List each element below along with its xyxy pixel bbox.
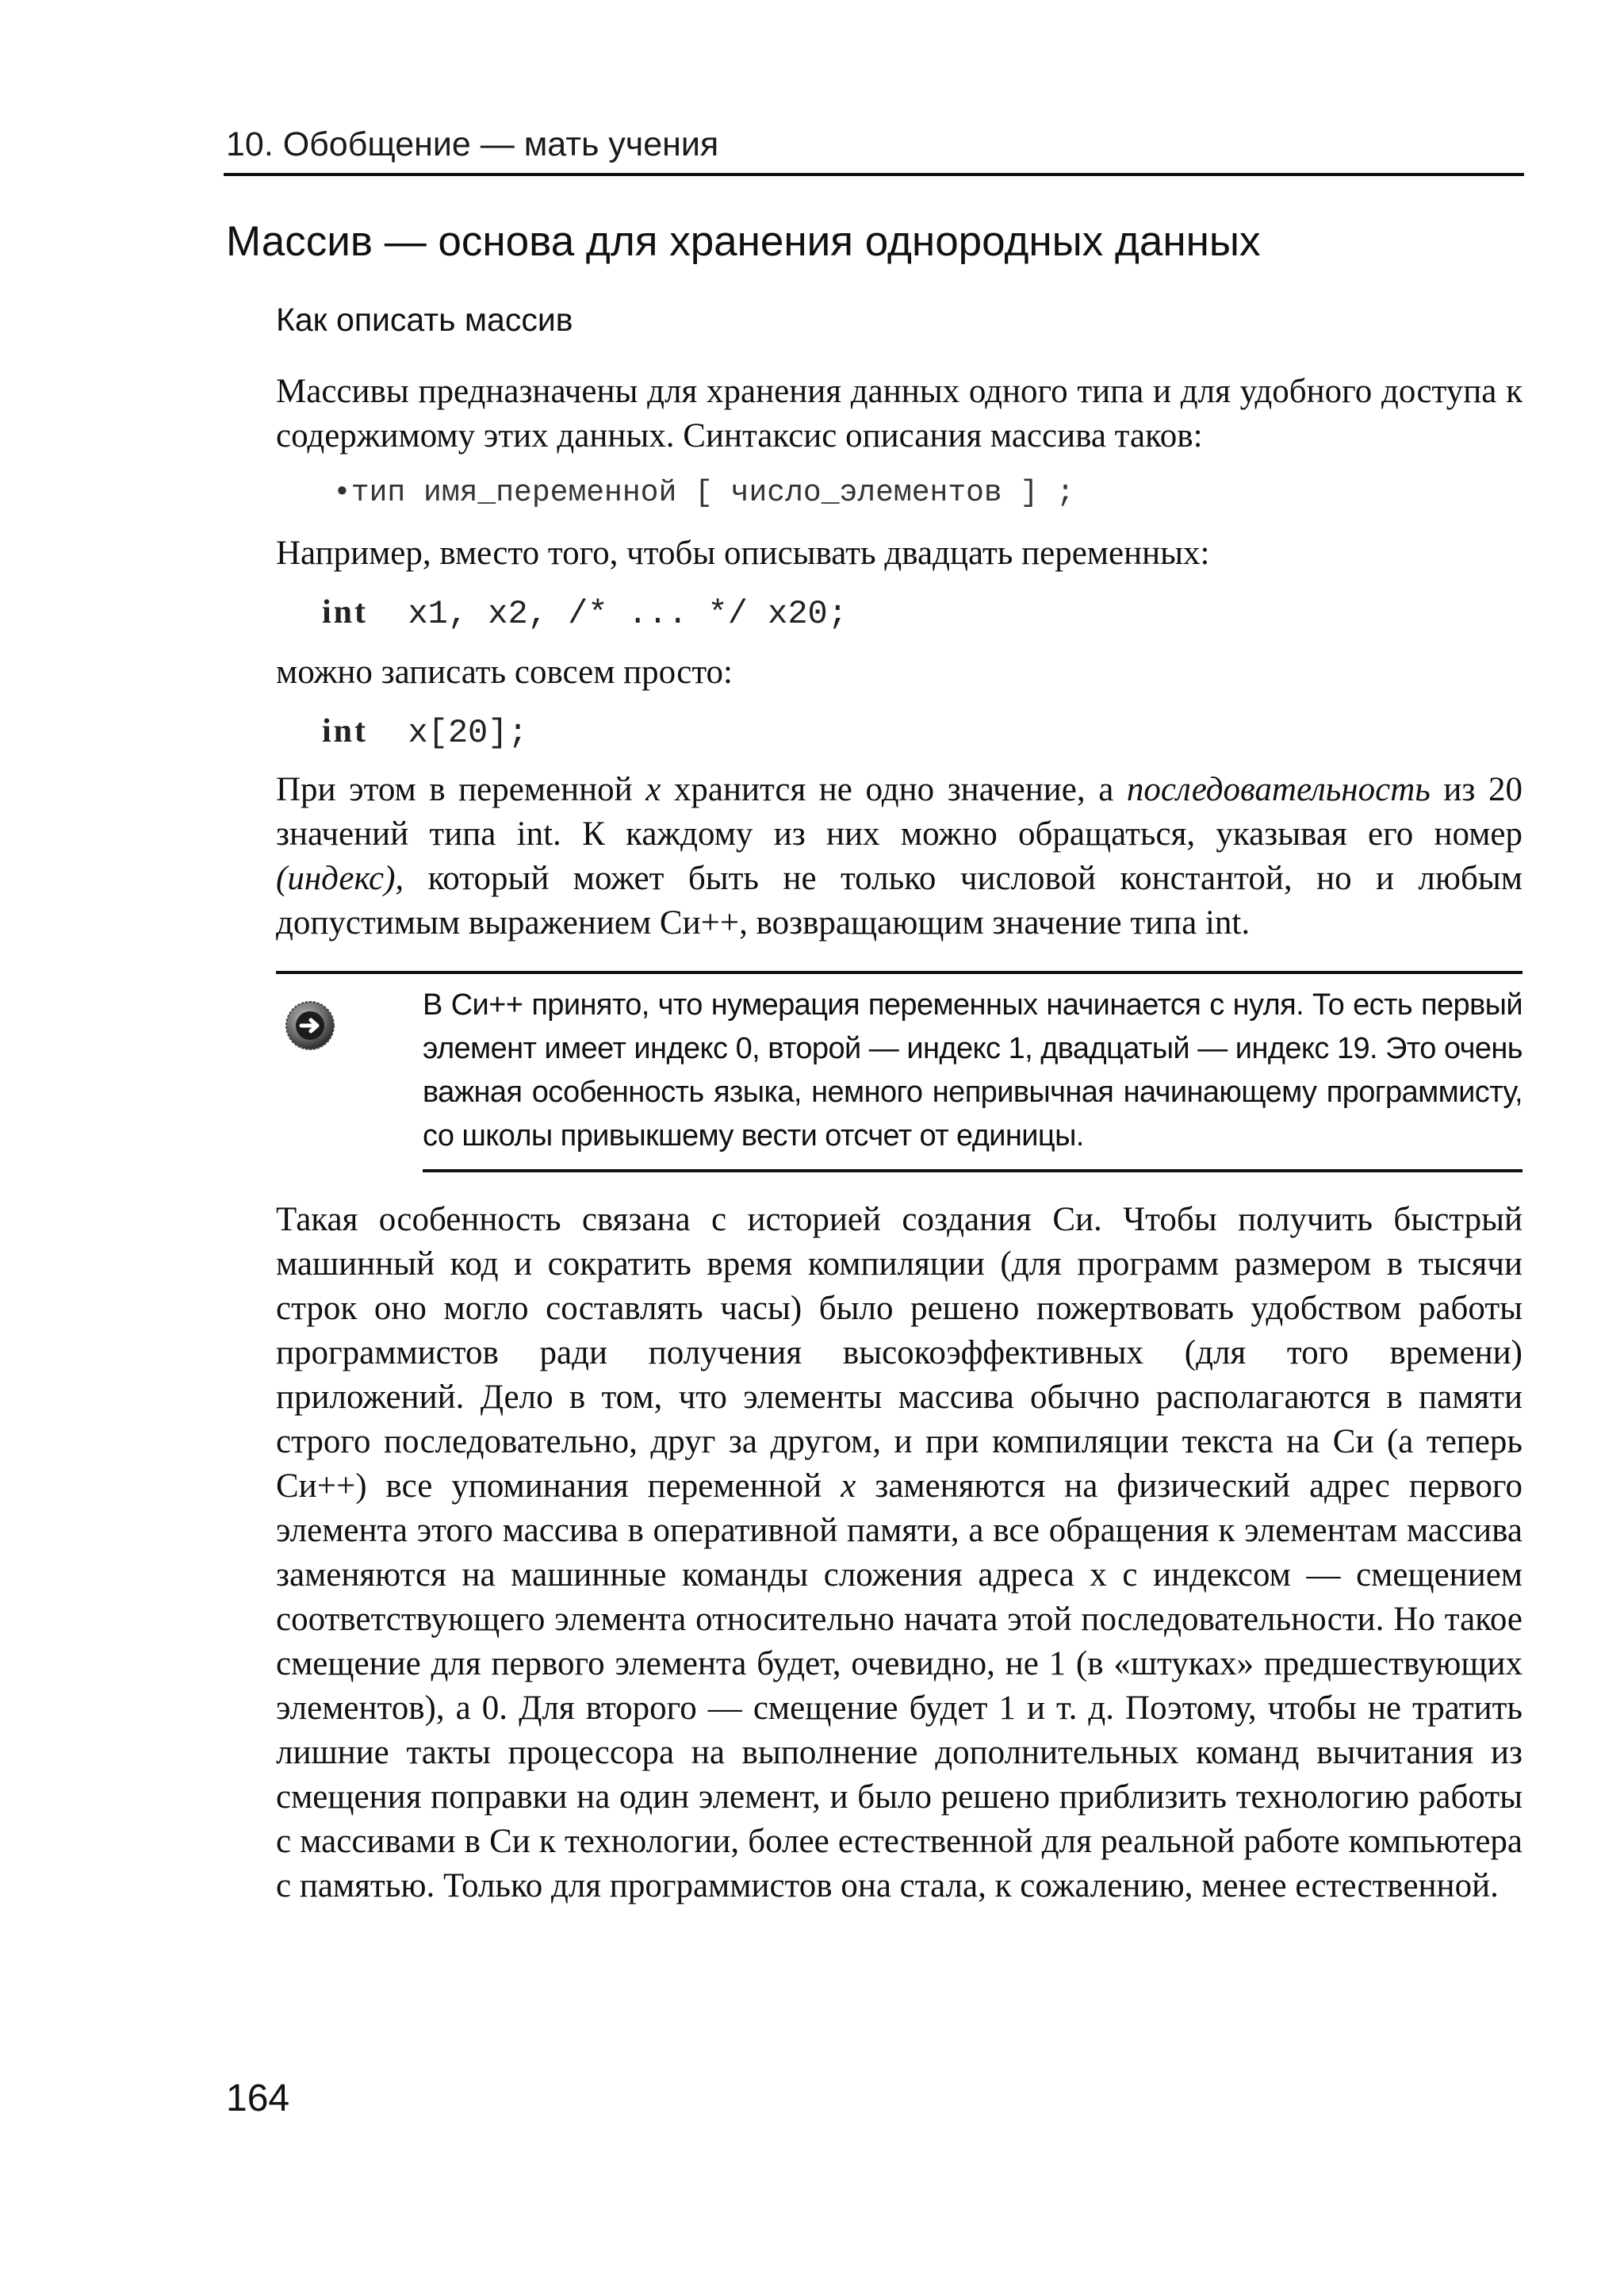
italic-term: последовательность: [1126, 771, 1431, 808]
code-text: x1, x2, /* ... */ x20;: [408, 595, 848, 633]
italic-variable: x: [645, 771, 661, 808]
note-rule-top: [276, 971, 1522, 974]
arrow-right-circle-icon: [282, 998, 338, 1053]
text-run: из 20 значений типа int. К каждому из них можно обращаться, указывая его номер: [276, 771, 1522, 853]
paragraph-simple-intro: можно записать совсем просто:: [276, 654, 733, 691]
paragraph-sequence: [276, 768, 1522, 945]
text-run: При этом в переменной: [276, 771, 646, 808]
running-head: 10. Обобщение — мать учения: [226, 125, 719, 163]
section-title: Массив — основа для хранения однородных данных: [226, 218, 1261, 265]
code-example-array: [322, 712, 528, 752]
paragraph-history: [276, 1198, 1522, 1908]
text-run: который может быть не только числовой константой, но и любым допустимым выражением Си++, возвращающим значение типа int.: [276, 860, 1522, 942]
code-example-variables: [322, 593, 848, 633]
paragraph-intro: Массивы предназначены для хранения данных одного типа и для удобного доступа к содержимому этих данных. Синтаксис описания массива таков:: [276, 373, 1522, 455]
text-run: хранится не одно значение, а: [661, 771, 1127, 808]
page-number: 164: [226, 2077, 290, 2119]
italic-variable: x: [841, 1467, 856, 1505]
code-keyword: int: [322, 594, 369, 631]
note-rule-bottom: [423, 1169, 1522, 1172]
note-text: В Си++ принято, что нумерация переменных начинается с нуля. То есть первый элемент имеет индекс 0, второй — индекс 1, двадцатый — индекс 19. Это очень важная особенность языка, немного непривычная начинающему программисту, со школы привыкшему вести отсчет от единицы.: [423, 988, 1522, 1153]
paragraph-example-intro: Например, вместо того, чтобы описывать двадцать переменных:: [276, 535, 1210, 572]
text-run: заменяются на физический адрес первого элемента этого массива в оперативной памяти, а все обращения к элементам массива заменяются на машинные команды сложения адреса x с индексом — смещением соответствующего элемента относительно начата этой последовательности. Но такое смещение для первого элемента будет, очевидно, не 1 (в «штуках» предшествующих элементов), а 0. Для второго — смещение будет 1 и т. д. Поэтому, чтобы не тратить лишние такты процессора на выполнение дополнительных команд вычитания из смещения поправки на один элемент, и было решено приблизить технологию работы с массивами в Си к технологии, более естественной для реальной работе компьютера с памятью. Только для программистов она стала, к сожалению, менее естественной.: [276, 1467, 1522, 1904]
header-rule: [224, 173, 1524, 176]
array-syntax-line: •тип имя_переменной [ число_элементов ] ;: [333, 476, 1074, 510]
italic-term: (индекс),: [276, 860, 404, 897]
text-run: Такая особенность связана с историей создания Си. Чтобы получить быстрый машинный код и сократить время компиляции (для программ размером в тысячи строк оно могло составлять часы) было решено пожертвовать удобством работы программистов ради получения высокоэффективных (для того времени) приложений. Дело в том, что элементы массива обычно располагаются в памяти строго последовательно, друг за другом, и при компиляции текста на Си (а теперь Си++) все упоминания переменной: [276, 1201, 1522, 1505]
code-keyword: int: [322, 713, 369, 750]
subsection-title: Как описать массив: [276, 301, 573, 338]
code-text: x[20];: [408, 714, 528, 752]
